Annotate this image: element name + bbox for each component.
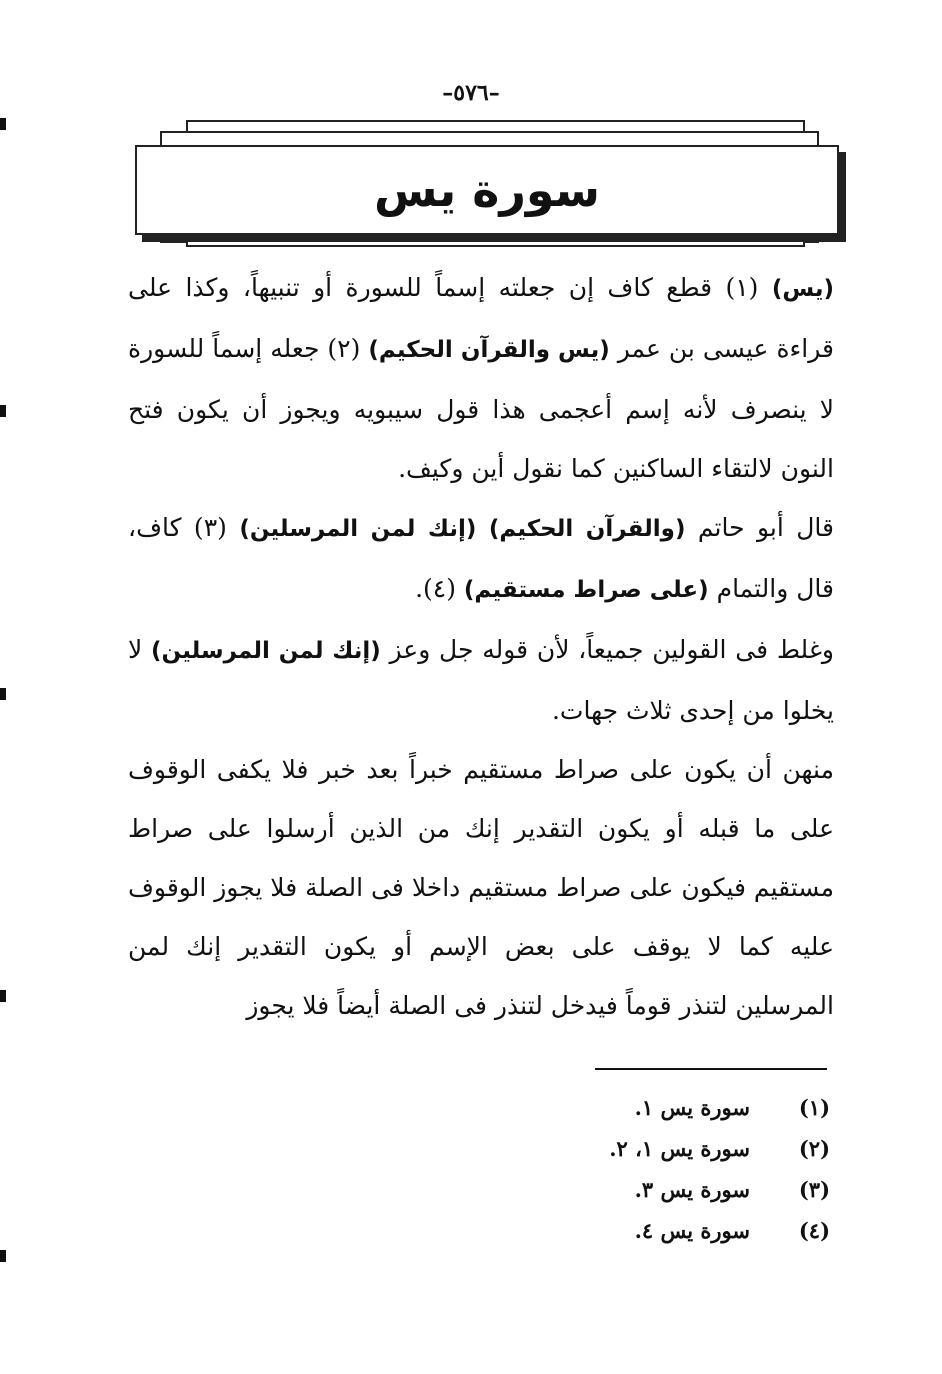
paragraph-text: (٤). (415, 574, 464, 603)
verse-word: يس (782, 276, 824, 302)
footnote-text: سورة يس ١، ٢. (609, 1136, 750, 1161)
binding-mark (0, 118, 6, 130)
paragraph-text: (٢) جعله إسماً للسورة لا ينصرف لأنه إسم أعجمى هذا قول سيبويه ويجوز أن يكون فتح النون لالتقاء الساكنين كما نقول أين وكيف. (128, 334, 834, 483)
paragraph-text: لا يخلوا من إحدى ثلاث جهات. (128, 635, 834, 725)
main-text (128, 258, 834, 1035)
quran-citation: (والقرآن الحكيم) (إنك لمن المرسلين) (239, 516, 686, 542)
footnote-number: (١) (798, 1095, 830, 1120)
title-frame-bottom-outer (186, 237, 805, 247)
footnote-divider (595, 1068, 827, 1070)
paragraph-text: (٣) كاف، قال والتمام (128, 513, 834, 603)
binding-mark (0, 990, 6, 1002)
footnote-item (480, 1087, 830, 1128)
paragraph-text: وغلط فى القولين جميعاً، لأن قوله جل وعز (380, 635, 834, 664)
footnote-item (480, 1210, 830, 1251)
footnote-number: (٤) (798, 1218, 830, 1243)
footnote-text: سورة يس ١. (634, 1095, 750, 1120)
chapter-title: سورة يس (373, 163, 601, 217)
binding-mark (0, 1250, 6, 1262)
page-number: –٥٧٦– (442, 80, 500, 106)
paragraph-2 (128, 498, 834, 620)
paragraph-4: منهن أن يكون على صراط مستقيم خبراً بعد خبر فلا يكفى الوقوف على ما قبله أو يكون التقدير إنك من الذين أرسلوا على صراط مستقيم فيكون على صراط مستقيم داخلا فى الصلة فلا يجوز الوقوف عليه كما لا يوقف على بعض الإسم أو يكون التقدير إنك لمن المرسلين لتنذر قوماً فيدخل لتنذر فى الصلة أيضاً فلا يجوز (128, 755, 834, 1020)
footnote-text: سورة يس ٣. (634, 1177, 750, 1202)
paragraph-text: قال أبو حاتم (685, 513, 834, 542)
paragraph-3 (128, 620, 834, 740)
binding-mark (0, 688, 6, 700)
chapter-title-box (135, 145, 839, 235)
paragraph-1 (128, 258, 834, 498)
footnote-text: سورة يس ٤. (634, 1218, 750, 1243)
quran-citation: (إنك لمن المرسلين) (151, 638, 381, 664)
binding-mark (0, 405, 6, 417)
quran-citation: (يس والقرآن الحكيم) (368, 337, 610, 363)
footnote-item (480, 1128, 830, 1169)
quran-citation: (على صراط مستقيم) (463, 577, 709, 603)
footnotes (480, 1087, 830, 1251)
footnote-item (480, 1169, 830, 1210)
quran-citation: (يس) (771, 276, 834, 302)
footnote-number: (٢) (798, 1136, 830, 1161)
footnote-number: (٣) (798, 1177, 830, 1202)
paragraph-text: (١) قطع كاف إن جعلته إسماً للسورة أو تنبيهاً، وكذا على قراءة عيسى بن عمر (128, 273, 834, 363)
